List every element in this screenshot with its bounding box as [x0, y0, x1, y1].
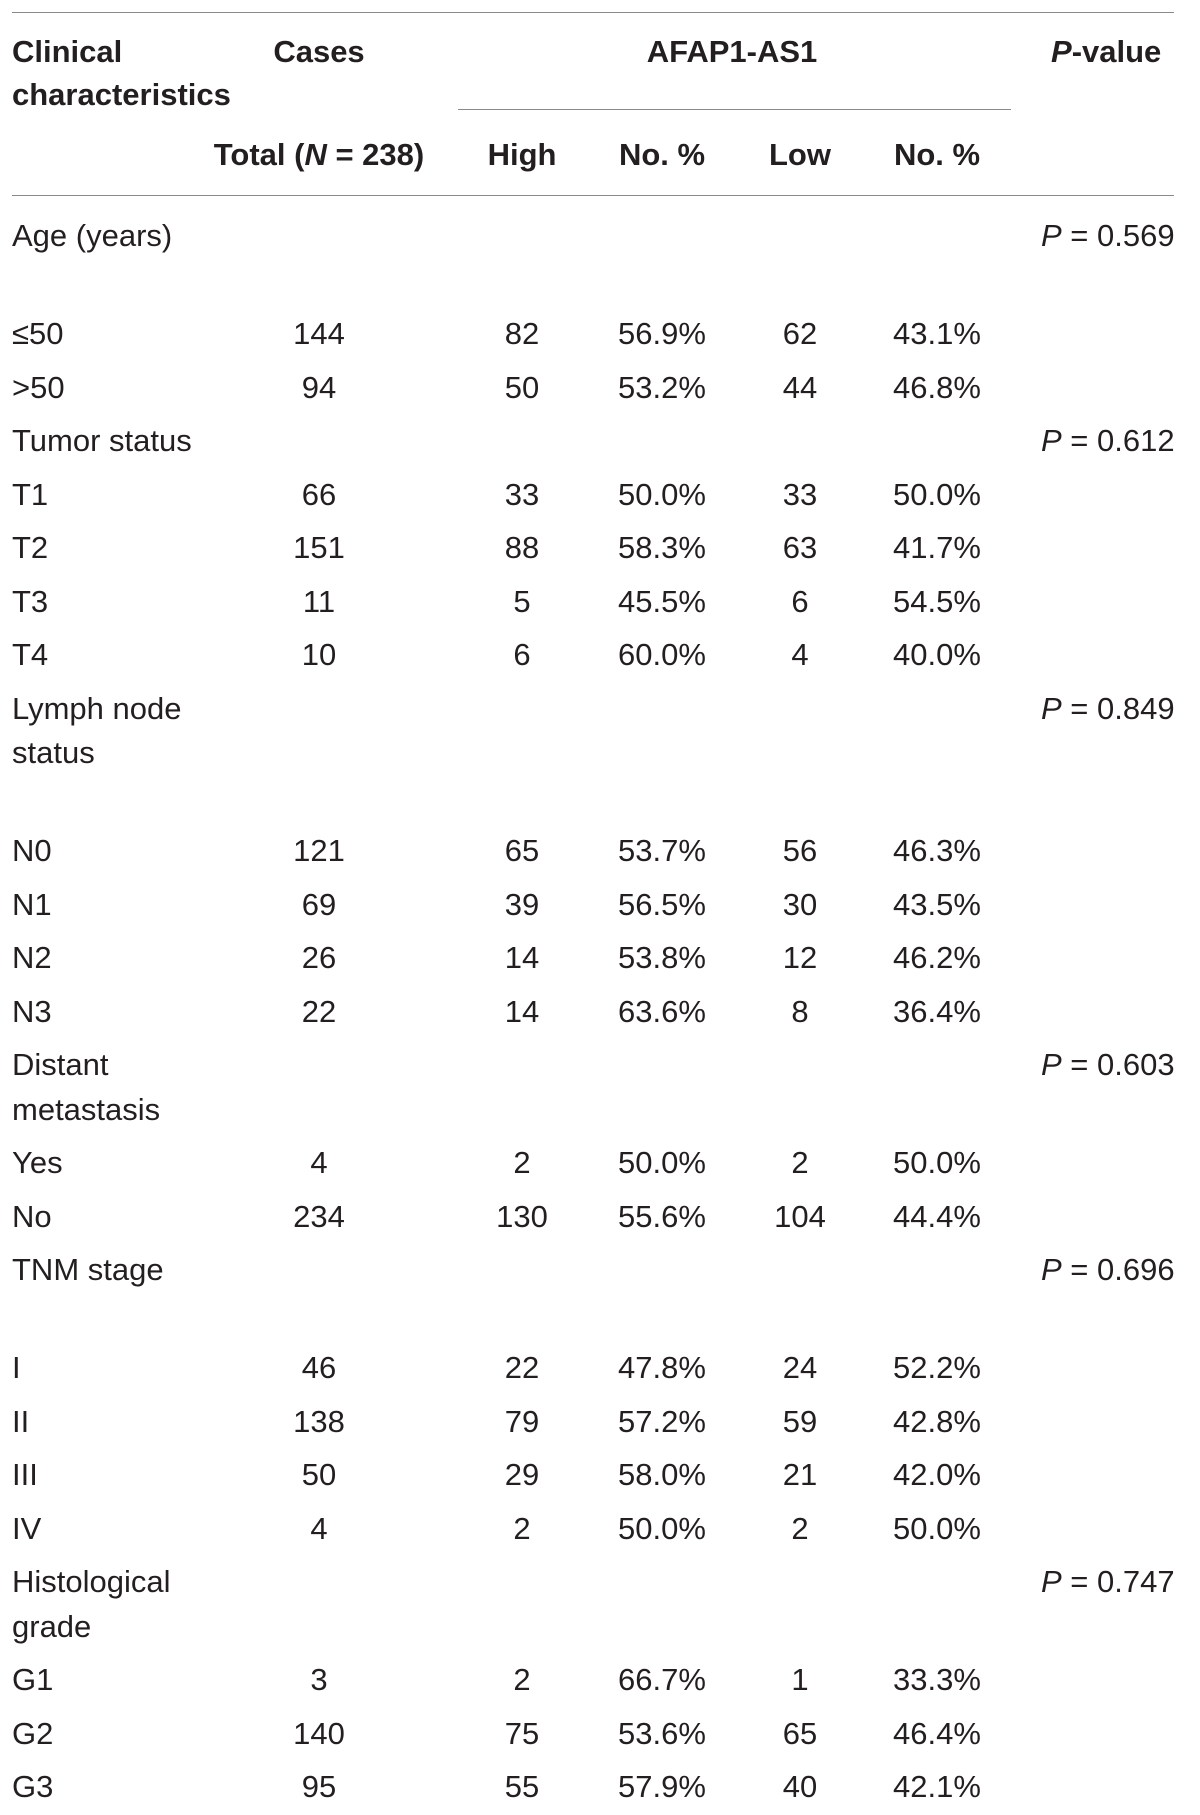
row-low: 33: [782, 476, 818, 512]
row-low-pct: 42.0%: [893, 1457, 981, 1492]
row-label: T2: [12, 530, 49, 565]
row-low-pct: 54.5%: [893, 583, 981, 619]
row-low: 12: [782, 940, 818, 975]
row-high-pct: 66.7%: [618, 1662, 706, 1697]
row-total: 69: [301, 886, 337, 922]
row-high-pct: 50.0%: [618, 1145, 706, 1180]
p-number: = 0.747: [1061, 1564, 1175, 1599]
row-low: 44: [782, 369, 818, 405]
p-number: = 0.696: [1061, 1252, 1175, 1287]
row-low-pct: 50.0%: [893, 1510, 981, 1546]
row-label: T3: [12, 583, 49, 619]
row-label: No: [12, 1198, 52, 1234]
header-p-rest: -value: [1071, 34, 1162, 69]
group-p-value: [1041, 1248, 1175, 1292]
gene-sub-rule: [458, 109, 1011, 110]
row-total: 121: [293, 833, 345, 868]
table-row: [0, 366, 1200, 410]
header-total-suffix: = 238): [326, 137, 425, 172]
row-high-pct: 53.8%: [618, 940, 706, 975]
p-letter: P: [1041, 1564, 1062, 1599]
row-total: 22: [301, 993, 337, 1029]
table-row: [0, 936, 1200, 980]
group-label: Distant metastasis: [12, 1047, 161, 1127]
row-low-pct: 50.0%: [893, 1145, 981, 1180]
row-high: 14: [504, 993, 540, 1029]
table-row: [0, 990, 1200, 1034]
row-high-pct: 45.5%: [618, 583, 706, 619]
row-high: 6: [513, 637, 531, 672]
row-high: 2: [513, 1145, 531, 1180]
row-low-pct: 46.2%: [893, 940, 981, 975]
group-p-value: [1041, 214, 1175, 258]
p-number: = 0.849: [1061, 690, 1175, 726]
row-low-pct: 40.0%: [893, 637, 981, 672]
row-low-pct: 42.8%: [893, 1403, 981, 1439]
row-label: N0: [12, 833, 52, 868]
row-total: 140: [293, 1715, 345, 1751]
row-total: 50: [301, 1457, 337, 1492]
table-row: [0, 1712, 1200, 1756]
row-low-pct: 42.1%: [893, 1769, 981, 1804]
group-label: TNM stage: [12, 1252, 164, 1287]
row-low-pct: 46.3%: [893, 833, 981, 868]
row-high: 82: [504, 316, 540, 351]
table-row: [0, 1765, 1200, 1809]
row-low-pct: 50.0%: [893, 476, 981, 512]
row-high-pct: 50.0%: [618, 1510, 706, 1546]
row-high-pct: 63.6%: [618, 993, 706, 1029]
table-row: [0, 1658, 1200, 1702]
row-high-pct: 53.6%: [618, 1715, 706, 1751]
row-high-pct: 55.6%: [618, 1198, 706, 1234]
row-total: 10: [301, 637, 337, 672]
row-low-pct: 46.4%: [893, 1715, 981, 1751]
group-p-value: [1041, 1560, 1175, 1604]
p-letter: P: [1041, 690, 1062, 726]
row-total: 94: [301, 369, 337, 405]
row-label: III: [12, 1457, 38, 1492]
group-label: Tumor status: [12, 423, 192, 458]
header-high: High: [487, 137, 557, 172]
row-total: 234: [293, 1198, 345, 1234]
row-total: 46: [301, 1350, 337, 1385]
row-low-pct: 33.3%: [893, 1662, 981, 1697]
row-low: 63: [782, 530, 818, 565]
group-p-value: [1041, 419, 1175, 463]
row-high-pct: 53.2%: [618, 369, 706, 405]
row-low-pct: 36.4%: [893, 993, 981, 1029]
row-total: 26: [301, 940, 337, 975]
row-total: 66: [301, 476, 337, 512]
row-label: ≤50: [12, 316, 64, 351]
row-high: 130: [496, 1198, 548, 1234]
header-low: Low: [769, 137, 831, 172]
row-low-pct: 44.4%: [893, 1198, 981, 1234]
row-high-pct: 53.7%: [618, 833, 706, 868]
p-number: = 0.612: [1061, 423, 1175, 458]
row-label: G2: [12, 1715, 54, 1751]
row-label: T4: [12, 637, 49, 672]
header-bottom-rule: [12, 195, 1174, 196]
row-high: 39: [504, 886, 540, 922]
row-high: 33: [504, 476, 540, 512]
header-p-value: [1051, 30, 1161, 74]
group-label: Lymph node status: [12, 690, 182, 770]
header-p-letter: P: [1051, 34, 1072, 69]
header-total-n: N: [304, 137, 327, 172]
row-low: 30: [782, 886, 818, 922]
header-total: [214, 133, 424, 177]
row-high-pct: 57.9%: [618, 1769, 706, 1804]
table-row: [0, 1400, 1200, 1444]
row-high: 5: [513, 583, 531, 619]
table-row: [0, 829, 1200, 873]
row-high: 50: [504, 369, 540, 405]
row-label: N2: [12, 940, 52, 975]
row-low: 2: [791, 1145, 809, 1180]
table-row: [0, 526, 1200, 570]
row-label: N1: [12, 886, 52, 922]
row-low: 59: [782, 1403, 818, 1439]
row-high: 88: [504, 530, 540, 565]
row-low-pct: 43.5%: [893, 886, 981, 922]
row-high: 2: [513, 1510, 531, 1546]
row-low: 65: [782, 1715, 818, 1751]
row-total: 4: [310, 1510, 328, 1546]
group-label: Age (years): [12, 218, 173, 253]
row-high: 14: [504, 940, 540, 975]
row-label: I: [12, 1350, 21, 1385]
row-total: 151: [293, 530, 345, 565]
row-low-pct: 52.2%: [893, 1350, 981, 1385]
table-row: [0, 312, 1200, 356]
row-low: 2: [791, 1510, 809, 1546]
row-low-pct: 46.8%: [893, 369, 981, 405]
row-high-pct: 56.9%: [618, 316, 706, 351]
table-row: [0, 1195, 1200, 1239]
table-row: [0, 883, 1200, 927]
row-high: 2: [513, 1662, 531, 1697]
row-total: 95: [301, 1769, 337, 1804]
row-label: G1: [12, 1662, 54, 1697]
p-letter: P: [1041, 1252, 1062, 1287]
row-high: 22: [504, 1350, 540, 1385]
table-row: [0, 633, 1200, 677]
row-high: 79: [504, 1403, 540, 1439]
row-low: 56: [782, 833, 818, 868]
header-cases: Cases: [273, 34, 365, 69]
group-p-value: [1041, 1043, 1175, 1087]
row-low: 62: [782, 316, 818, 351]
row-label: >50: [12, 369, 65, 405]
header-total-prefix: Total (: [213, 137, 305, 172]
row-high-pct: 56.5%: [618, 886, 706, 922]
table-row: [0, 1453, 1200, 1497]
row-total: 3: [310, 1662, 328, 1697]
p-letter: P: [1041, 218, 1062, 253]
row-high-pct: 58.3%: [618, 530, 706, 565]
table-row: [0, 1507, 1200, 1551]
row-low: 104: [774, 1198, 826, 1234]
row-high: 65: [504, 833, 540, 868]
row-high: 55: [504, 1769, 540, 1804]
row-low: 21: [782, 1457, 818, 1492]
table-row: [0, 580, 1200, 624]
p-letter: P: [1041, 1047, 1062, 1082]
p-number: = 0.569: [1061, 218, 1175, 253]
row-high-pct: 58.0%: [618, 1457, 706, 1492]
row-label: IV: [12, 1510, 42, 1546]
row-total: 138: [293, 1403, 345, 1439]
row-low-pct: 41.7%: [893, 530, 981, 565]
row-low-pct: 43.1%: [893, 316, 981, 351]
row-low: 8: [791, 993, 809, 1029]
row-label: N3: [12, 993, 52, 1029]
table-row: [0, 473, 1200, 517]
row-total: 144: [293, 316, 345, 351]
row-low: 40: [782, 1769, 818, 1804]
row-high-pct: 57.2%: [618, 1403, 706, 1439]
group-label: Histological grade: [12, 1564, 171, 1644]
top-rule: [12, 12, 1174, 13]
row-low: 4: [791, 637, 809, 672]
row-high-pct: 60.0%: [618, 637, 706, 672]
row-total: 4: [310, 1145, 328, 1180]
row-high-pct: 50.0%: [618, 476, 706, 512]
row-high: 75: [504, 1715, 540, 1751]
header-no-pct-low: No. %: [893, 137, 981, 172]
table-row: [0, 1141, 1200, 1185]
row-label: Yes: [12, 1145, 63, 1180]
row-low: 1: [791, 1662, 809, 1697]
row-high-pct: 47.8%: [618, 1350, 706, 1385]
header-gene: AFAP1-AS1: [646, 34, 818, 69]
p-number: = 0.603: [1061, 1047, 1175, 1082]
row-label: T1: [12, 476, 49, 512]
header-no-pct-high: No. %: [618, 137, 706, 172]
row-label: G3: [12, 1769, 54, 1804]
table-row: [0, 1346, 1200, 1390]
row-label: II: [12, 1403, 30, 1439]
row-low: 6: [791, 583, 809, 619]
row-high: 29: [504, 1457, 540, 1492]
group-p-value: [1041, 687, 1175, 731]
header-clinical-characteristics: Clinical characteristics: [12, 34, 231, 112]
p-letter: P: [1041, 423, 1062, 458]
row-total: 11: [302, 583, 336, 619]
row-low: 24: [782, 1350, 818, 1385]
